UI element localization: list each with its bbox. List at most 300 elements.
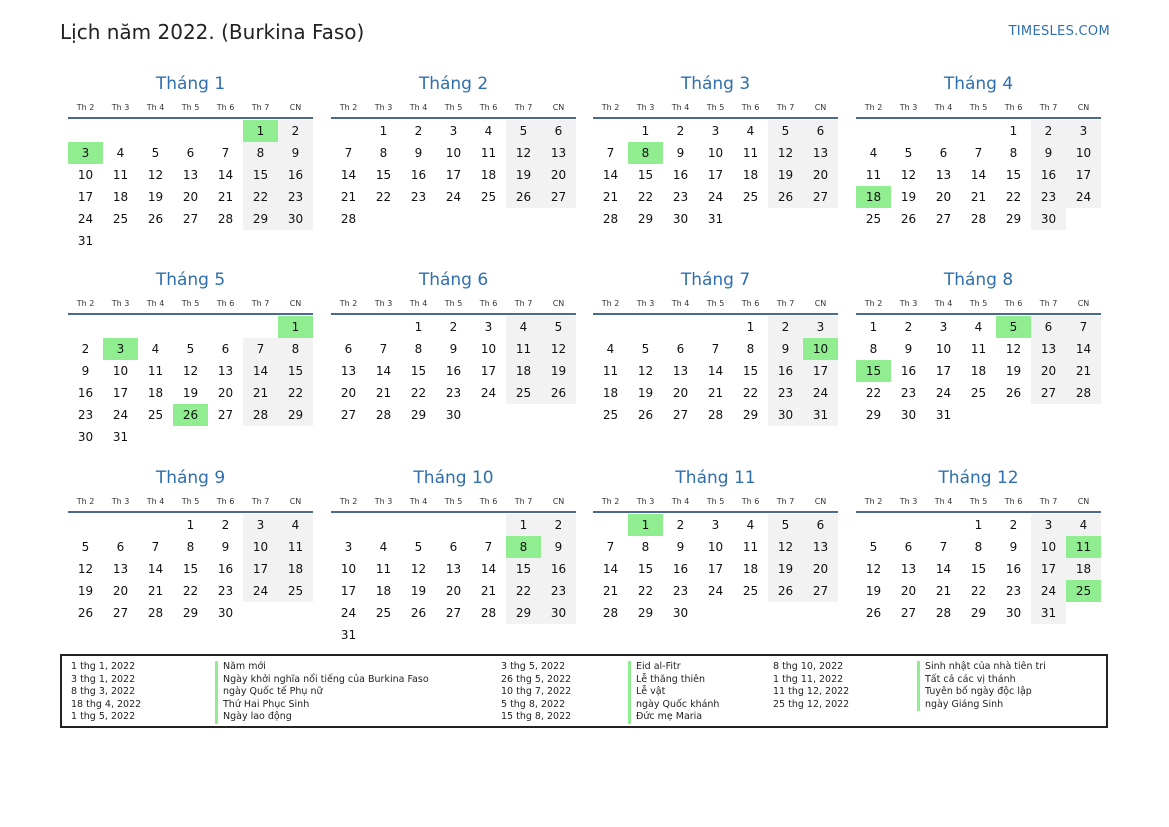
day-cell: 22 — [243, 186, 278, 208]
day-cell: 17 — [340, 584, 357, 598]
day-cell: 27 — [182, 212, 199, 226]
day-cell: 7 — [379, 342, 388, 356]
day-cell: 18 — [375, 584, 392, 598]
page-title: Lịch năm 2022. (Burkina Faso) — [60, 20, 365, 44]
day-cell: 27 — [900, 606, 917, 620]
day-cell: 22 — [637, 190, 654, 204]
day-cell: 24 — [445, 190, 462, 204]
day-cell: 14 — [480, 562, 497, 576]
day-cell: 3 — [1066, 120, 1101, 142]
holiday-day-cell: 11 — [1066, 536, 1101, 558]
day-cell: 25 — [742, 190, 759, 204]
weekday-label: Th 3 — [636, 299, 655, 308]
day-cell: 1 — [506, 514, 541, 536]
day-cell: 11 — [112, 168, 129, 182]
day-cell: 21 — [217, 190, 234, 204]
weekday-label: Th 2 — [76, 103, 95, 112]
day-cell: 3 — [803, 316, 838, 338]
day-cell: 24 — [243, 580, 278, 602]
weekday-header — [68, 99, 313, 119]
day-cell: 7 — [606, 540, 615, 554]
day-cell: 11 — [742, 146, 759, 160]
day-cell: 21 — [340, 190, 357, 204]
day-cell: 17 — [1066, 164, 1101, 186]
weekday-label: Th 3 — [899, 497, 918, 506]
weekday-label: Th 4 — [409, 103, 428, 112]
empty-day-cell — [103, 514, 138, 536]
day-cell: 27 — [935, 212, 952, 226]
day-cell: 16 — [278, 164, 313, 186]
day-cell: 13 — [900, 562, 917, 576]
day-cell: 24 — [480, 386, 497, 400]
weekday-label: Th 5 — [969, 497, 988, 506]
day-cell: 24 — [340, 606, 357, 620]
day-cell: 5 — [768, 120, 803, 142]
holiday-name: ngày Quốc khánh — [628, 699, 719, 712]
day-cell: 16 — [672, 168, 689, 182]
day-cell: 18 — [480, 168, 497, 182]
day-cell: 19 — [1005, 364, 1022, 378]
day-cell: 10 — [340, 562, 357, 576]
empty-day-cell — [173, 316, 208, 338]
day-cell: 4 — [278, 514, 313, 536]
day-cell: 17 — [480, 364, 497, 378]
holiday-date: 1 thg 1, 2022 — [71, 661, 136, 672]
day-grid — [68, 514, 313, 624]
day-cell: 29 — [865, 408, 882, 422]
day-cell: 19 — [77, 584, 94, 598]
holiday-date: 8 thg 10, 2022 — [773, 661, 844, 672]
day-cell: 23 — [1031, 186, 1066, 208]
holiday-date-column — [71, 661, 141, 724]
day-cell: 21 — [602, 190, 619, 204]
day-cell: 19 — [637, 386, 654, 400]
holiday-date: 1 thg 11, 2022 — [773, 673, 844, 685]
holiday-date: 8 thg 3, 2022 — [71, 686, 136, 697]
day-cell: 26 — [541, 382, 576, 404]
day-grid — [593, 514, 838, 624]
month-name: Tháng 1 — [155, 74, 226, 94]
day-cell: 23 — [278, 186, 313, 208]
month-calendar — [331, 467, 576, 646]
day-cell: 10 — [707, 540, 724, 554]
holiday-date-column — [773, 661, 849, 711]
day-cell: 31 — [340, 628, 357, 642]
weekday-label: Th 5 — [706, 497, 725, 506]
empty-day-cell — [68, 120, 103, 142]
day-cell: 26 — [900, 212, 917, 226]
weekday-label: CN — [552, 497, 565, 506]
day-cell: 12 — [865, 562, 882, 576]
day-cell: 1 — [641, 124, 650, 138]
empty-day-cell — [331, 514, 366, 536]
weekday-label: Th 3 — [374, 299, 393, 308]
day-cell: 29 — [970, 606, 987, 620]
day-cell: 18 — [742, 168, 759, 182]
day-cell: 3 — [449, 124, 458, 138]
day-cell: 15 — [278, 360, 313, 382]
holiday-day-cell: 1 — [243, 120, 278, 142]
day-cell: 11 — [602, 364, 619, 378]
day-cell: 12 — [900, 168, 917, 182]
day-cell: 7 — [1066, 316, 1101, 338]
day-cell: 21 — [147, 584, 164, 598]
holiday-name: Tuyên bố ngày độc lập — [917, 686, 1046, 699]
day-cell: 20 — [900, 584, 917, 598]
day-cell: 5 — [869, 540, 878, 554]
holiday-name: Lễ vật — [628, 686, 719, 699]
empty-day-cell — [173, 120, 208, 142]
day-cell: 9 — [414, 146, 423, 160]
day-cell: 18 — [506, 360, 541, 382]
day-cell: 17 — [77, 190, 94, 204]
day-cell: 26 — [768, 186, 803, 208]
weekday-label: Th 4 — [671, 299, 690, 308]
day-cell: 19 — [147, 190, 164, 204]
day-cell: 7 — [484, 540, 493, 554]
day-cell: 21 — [970, 190, 987, 204]
day-grid — [593, 120, 838, 230]
weekday-header — [331, 295, 576, 315]
day-cell: 12 — [541, 338, 576, 360]
weekday-label: Th 7 — [514, 299, 533, 308]
day-cell: 27 — [445, 606, 462, 620]
day-cell: 15 — [637, 168, 654, 182]
empty-day-cell — [243, 316, 278, 338]
weekday-label: Th 7 — [776, 299, 795, 308]
day-cell: 8 — [278, 338, 313, 360]
day-cell: 8 — [243, 142, 278, 164]
month-name: Tháng 6 — [418, 270, 489, 290]
day-cell: 7 — [939, 540, 948, 554]
weekday-label: CN — [289, 299, 302, 308]
day-cell: 8 — [414, 342, 423, 356]
holiday-day-cell: 8 — [506, 536, 541, 558]
day-cell: 25 — [375, 606, 392, 620]
day-cell: 21 — [375, 386, 392, 400]
day-cell: 30 — [541, 602, 576, 624]
day-cell: 20 — [803, 558, 838, 580]
day-cell: 2 — [221, 518, 230, 532]
day-cell: 17 — [803, 360, 838, 382]
holiday-date: 10 thg 7, 2022 — [501, 686, 572, 697]
day-cell: 13 — [803, 536, 838, 558]
day-grid — [68, 316, 313, 448]
day-cell: 4 — [116, 146, 125, 160]
weekday-label: Th 4 — [934, 497, 953, 506]
weekday-label: Th 2 — [601, 103, 620, 112]
day-cell: 28 — [707, 408, 724, 422]
month-name: Tháng 9 — [155, 468, 226, 488]
month-name: Tháng 7 — [680, 270, 751, 290]
day-cell: 16 — [445, 364, 462, 378]
weekday-label: Th 6 — [741, 103, 760, 112]
empty-day-cell — [68, 514, 103, 536]
month-name: Tháng 12 — [938, 468, 1019, 488]
weekday-label: CN — [1077, 103, 1090, 112]
holiday-name: Sinh nhật của nhà tiên tri — [917, 661, 1046, 674]
day-cell: 6 — [186, 146, 195, 160]
day-cell: 19 — [865, 584, 882, 598]
weekday-label: CN — [1077, 299, 1090, 308]
empty-day-cell — [401, 514, 436, 536]
day-cell: 1 — [414, 320, 423, 334]
day-cell: 11 — [506, 338, 541, 360]
day-cell: 20 — [672, 386, 689, 400]
day-cell: 28 — [1066, 382, 1101, 404]
day-cell: 27 — [217, 408, 234, 422]
weekday-label: Th 7 — [514, 103, 533, 112]
day-cell: 3 — [243, 514, 278, 536]
day-cell: 16 — [541, 558, 576, 580]
day-cell: 25 — [506, 382, 541, 404]
day-cell: 23 — [672, 584, 689, 598]
day-cell: 12 — [77, 562, 94, 576]
day-cell: 17 — [243, 558, 278, 580]
day-cell: 18 — [278, 558, 313, 580]
day-cell: 9 — [768, 338, 803, 360]
day-cell: 5 — [81, 540, 90, 554]
empty-day-cell — [366, 514, 401, 536]
day-cell: 6 — [939, 146, 948, 160]
holiday-name: Thứ Hai Phục Sinh — [215, 699, 429, 712]
day-cell: 16 — [900, 364, 917, 378]
day-cell: 30 — [77, 430, 94, 444]
day-cell: 30 — [768, 404, 803, 426]
empty-day-cell — [138, 514, 173, 536]
weekday-label: Th 2 — [339, 103, 358, 112]
weekday-label: Th 2 — [339, 299, 358, 308]
day-cell: 9 — [676, 146, 685, 160]
day-cell: 24 — [112, 408, 129, 422]
day-cell: 21 — [480, 584, 497, 598]
empty-day-cell — [331, 316, 366, 338]
empty-day-cell — [891, 514, 926, 536]
weekday-label: CN — [552, 103, 565, 112]
day-cell: 13 — [1031, 338, 1066, 360]
month-name: Tháng 10 — [413, 468, 494, 488]
day-grid — [856, 514, 1101, 624]
day-cell: 17 — [1031, 558, 1066, 580]
weekday-label: Th 5 — [444, 299, 463, 308]
day-cell: 30 — [672, 212, 689, 226]
day-cell: 8 — [746, 342, 755, 356]
day-cell: 25 — [480, 190, 497, 204]
day-cell: 20 — [445, 584, 462, 598]
weekday-label: Th 2 — [601, 299, 620, 308]
day-cell: 28 — [935, 606, 952, 620]
day-cell: 18 — [112, 190, 129, 204]
day-cell: 12 — [768, 142, 803, 164]
weekday-label: Th 4 — [409, 299, 428, 308]
day-cell: 22 — [506, 580, 541, 602]
weekday-label: Th 4 — [671, 103, 690, 112]
day-cell: 25 — [147, 408, 164, 422]
weekday-label: CN — [289, 497, 302, 506]
day-cell: 8 — [974, 540, 983, 554]
weekday-label: Th 5 — [969, 299, 988, 308]
month-calendar — [331, 269, 576, 426]
brand-link[interactable]: TIMESLES.COM — [1008, 24, 1110, 39]
weekday-label: Th 3 — [636, 103, 655, 112]
day-cell: 29 — [243, 208, 278, 230]
day-cell: 4 — [746, 518, 755, 532]
day-grid — [856, 120, 1101, 230]
day-cell: 27 — [1031, 382, 1066, 404]
day-cell: 28 — [602, 212, 619, 226]
day-cell: 6 — [541, 120, 576, 142]
day-cell: 15 — [182, 562, 199, 576]
day-cell: 10 — [77, 168, 94, 182]
holiday-day-cell: 10 — [803, 338, 838, 360]
day-cell: 29 — [637, 212, 654, 226]
weekday-label: CN — [814, 299, 827, 308]
day-cell: 15 — [243, 164, 278, 186]
month-calendar — [856, 73, 1101, 230]
empty-day-cell — [663, 316, 698, 338]
month-name: Tháng 2 — [418, 74, 489, 94]
day-cell: 10 — [243, 536, 278, 558]
day-cell: 8 — [641, 540, 650, 554]
day-grid — [593, 316, 838, 426]
day-cell: 12 — [506, 142, 541, 164]
month-calendar — [593, 467, 838, 624]
day-cell: 19 — [506, 164, 541, 186]
day-cell: 2 — [904, 320, 913, 334]
day-cell: 23 — [217, 584, 234, 598]
day-cell: 30 — [1031, 208, 1066, 230]
day-cell: 6 — [803, 514, 838, 536]
weekday-label: Th 6 — [479, 497, 498, 506]
day-cell: 22 — [410, 386, 427, 400]
day-cell: 27 — [340, 408, 357, 422]
day-cell: 20 — [340, 386, 357, 400]
weekday-label: Th 4 — [671, 497, 690, 506]
empty-day-cell — [331, 120, 366, 142]
day-cell: 30 — [900, 408, 917, 422]
day-cell: 19 — [900, 190, 917, 204]
day-cell: 14 — [1066, 338, 1101, 360]
weekday-label: Th 4 — [934, 103, 953, 112]
day-cell: 14 — [935, 562, 952, 576]
day-cell: 13 — [112, 562, 129, 576]
holiday-day-cell: 25 — [1066, 580, 1101, 602]
weekday-header — [68, 295, 313, 315]
weekday-header — [68, 493, 313, 513]
day-cell: 6 — [344, 342, 353, 356]
day-cell: 26 — [865, 606, 882, 620]
empty-day-cell — [593, 120, 628, 142]
day-cell: 31 — [707, 212, 724, 226]
day-cell: 30 — [1005, 606, 1022, 620]
day-cell: 24 — [707, 584, 724, 598]
month-name: Tháng 11 — [675, 468, 756, 488]
day-cell: 18 — [742, 562, 759, 576]
month-calendar — [68, 73, 313, 252]
day-cell: 21 — [1066, 360, 1101, 382]
holiday-name: Ngày lao động — [215, 711, 429, 724]
weekday-label: Th 7 — [514, 497, 533, 506]
day-cell: 27 — [803, 186, 838, 208]
weekday-label: Th 6 — [479, 103, 498, 112]
day-cell: 2 — [414, 124, 423, 138]
day-cell: 25 — [112, 212, 129, 226]
weekday-label: Th 3 — [111, 299, 130, 308]
empty-day-cell — [593, 514, 628, 536]
holiday-name-column — [628, 661, 719, 724]
day-cell: 29 — [506, 602, 541, 624]
day-cell: 28 — [375, 408, 392, 422]
day-cell: 30 — [672, 606, 689, 620]
day-cell: 14 — [340, 168, 357, 182]
weekday-label: Th 4 — [934, 299, 953, 308]
weekday-label: Th 6 — [741, 497, 760, 506]
day-cell: 20 — [112, 584, 129, 598]
day-cell: 15 — [637, 562, 654, 576]
weekday-label: Th 5 — [181, 103, 200, 112]
day-cell: 10 — [1031, 536, 1066, 558]
day-cell: 5 — [541, 316, 576, 338]
day-cell: 28 — [340, 212, 357, 226]
holiday-date: 26 thg 5, 2022 — [501, 673, 572, 685]
weekday-label: CN — [814, 497, 827, 506]
day-cell: 12 — [637, 364, 654, 378]
holiday-name: ngày Quốc tế Phụ nữ — [215, 686, 429, 699]
day-cell: 13 — [935, 168, 952, 182]
day-cell: 16 — [217, 562, 234, 576]
month-calendar — [331, 73, 576, 230]
weekday-header — [331, 99, 576, 119]
day-grid — [331, 316, 576, 426]
day-cell: 5 — [186, 342, 195, 356]
holiday-name: Năm mới — [215, 661, 429, 674]
day-cell: 4 — [151, 342, 160, 356]
day-cell: 1 — [379, 124, 388, 138]
day-cell: 6 — [1031, 316, 1066, 338]
day-cell: 3 — [711, 518, 720, 532]
day-cell: 2 — [1031, 120, 1066, 142]
holiday-day-cell: 26 — [173, 404, 208, 426]
day-cell: 4 — [506, 316, 541, 338]
day-cell: 9 — [676, 540, 685, 554]
day-cell: 23 — [410, 190, 427, 204]
empty-day-cell — [593, 316, 628, 338]
month-name: Tháng 3 — [680, 74, 751, 94]
weekday-label: Th 7 — [251, 299, 270, 308]
day-cell: 31 — [112, 430, 129, 444]
day-cell: 4 — [746, 124, 755, 138]
day-cell: 9 — [904, 342, 913, 356]
empty-day-cell — [961, 120, 996, 142]
day-cell: 19 — [768, 558, 803, 580]
day-cell: 23 — [900, 386, 917, 400]
day-cell: 10 — [480, 342, 497, 356]
empty-day-cell — [856, 120, 891, 142]
month-calendar — [856, 269, 1101, 426]
holiday-list — [60, 654, 1108, 728]
day-cell: 20 — [541, 164, 576, 186]
day-cell: 16 — [768, 360, 803, 382]
day-cell: 27 — [112, 606, 129, 620]
month-calendar — [68, 269, 313, 448]
weekday-label: Th 6 — [216, 497, 235, 506]
day-cell: 18 — [1066, 558, 1101, 580]
day-cell: 1 — [974, 518, 983, 532]
day-cell: 13 — [340, 364, 357, 378]
day-cell: 6 — [803, 120, 838, 142]
weekday-label: Th 7 — [1039, 299, 1058, 308]
day-cell: 19 — [541, 360, 576, 382]
